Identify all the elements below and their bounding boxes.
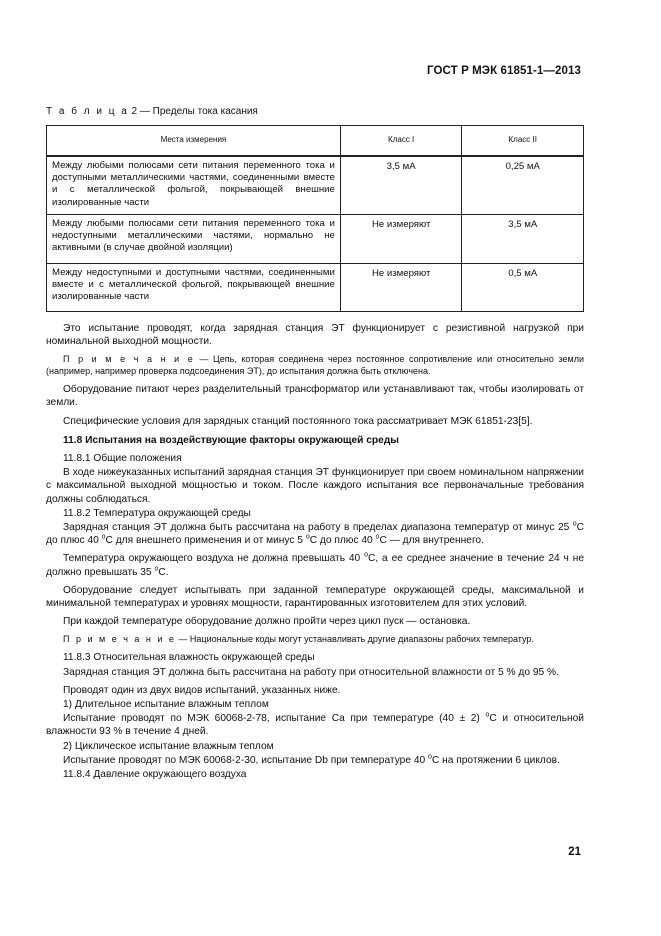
note [46, 633, 584, 645]
paragraph [46, 754, 584, 767]
section-heading: 11.8 Испытания на воздействующие факторы окружающей среды [63, 434, 399, 446]
text-run: Испытание проводят по МЭК 60068-2-30, испытание Db при температуре 40 [63, 754, 428, 766]
header-measurement-place: Места измерения [47, 126, 341, 157]
text-run: Зарядная станция ЭТ должна быть рассчитана на работу в пределах диапазона температур от минус 25 [63, 522, 573, 534]
cell-place: Между любыми полюсами сети питания переменного тока и недоступными металлическими частями, нормально не активными (в случае двойной изоляции) [47, 214, 341, 263]
header-class-1: Класс I [340, 126, 462, 157]
text-run: С на протяжении 6 циклов. [431, 754, 560, 766]
text-run: Температура окружающего воздуха не должна превышать 40 [63, 553, 365, 565]
text-run: С для внешнего применения и от минус 5 [105, 535, 306, 547]
degree-sign: o [375, 533, 380, 541]
document-header: ГОСТ Р МЭК 61851-1—2013 [427, 65, 581, 77]
table-row [47, 156, 584, 214]
page-content [46, 106, 584, 782]
subsection-heading: 11.8.1 Общие положения [63, 453, 182, 465]
subsection-heading: 11.8.4 Давление окружающего воздуха [63, 769, 247, 781]
paragraph [46, 552, 584, 578]
note-text: — Национальные коды могут устанавливать другие диапазоны рабочих температур. [175, 634, 534, 645]
text-run: С. [158, 566, 169, 578]
subsection-heading: 11.8.2 Температура окружающей среды [63, 507, 251, 519]
text-run: С, а ее среднее значение в течение 24 ч не должно превышать 35 [46, 553, 584, 578]
cell-class-2: 0,5 мА [462, 263, 584, 311]
table-row [47, 214, 584, 263]
cell-class-2: 3,5 мА [462, 214, 584, 263]
table-header-row [47, 126, 584, 157]
text-run: Испытание проводят по МЭК 60068-2-78, испытание Ca при температуре (40 ± 2) [63, 713, 486, 725]
page-number: 21 [568, 846, 581, 858]
table-caption-title: 2 — Пределы тока касания [128, 106, 258, 117]
paragraph [46, 712, 584, 738]
paragraph: Проводят один из двух видов испытаний, указанных ниже. [63, 684, 341, 696]
paragraph: Это испытание проводят, когда зарядная станция ЭТ функционирует с резистивной нагрузкой при номинальной выходной мощности. [46, 322, 584, 348]
note-text: — Цепь, которая соединена через постоянное сопротивление или относительно земли (например, например проверка подсоединения ЭТ), до испытания должна быть отключена. [46, 354, 584, 377]
paragraph: Оборудование питают через разделительный трансформатор или устанавливают так, чтобы изолировать от земли. [46, 384, 584, 409]
text-run: С до плюс 40 [46, 522, 584, 547]
degree-sign: o [428, 753, 432, 761]
degree-sign: o [572, 520, 577, 528]
note-label: П р и м е ч а н и е [63, 634, 176, 645]
touch-current-limits-table [46, 125, 584, 312]
cell-class-1: 3,5 мА [340, 156, 462, 214]
cell-class-1: Не измеряют [340, 214, 462, 263]
text-run: С до плюс 40 [309, 535, 376, 547]
degree-sign: o [364, 552, 368, 560]
paragraph: Оборудование следует испытывать при заданной температуре окружающей среды, максимальной и минимальной температурах и уровнях мощности, гарантированных изготовителем для этих условий. [46, 584, 584, 610]
subsection-heading: 11.8.3 Относительная влажность окружающей среды [63, 652, 315, 664]
list-item: 1) Длительное испытание влажным теплом [63, 699, 269, 711]
degree-sign: o [305, 533, 310, 541]
cell-place: Между любыми полюсами сети питания переменного тока и доступными металлическими частями, соединенными вместе и с металлической фольгой, покрывающей внешние изолированные части [47, 156, 341, 214]
paragraph [46, 521, 584, 547]
cell-place: Между недоступными и доступными частями, соединенными вместе и с металлической фольгой, покрывающей внешние изолированные части [47, 263, 341, 311]
paragraph: Зарядная станция ЭТ должна быть рассчитана на работу при относительной влажности от 5 % до 95 %. [63, 666, 559, 678]
paragraph: Специфические условия для зарядных станций постоянного тока рассматривает МЭК 61851-23[5]. [63, 415, 533, 427]
cell-class-1: Не измеряют [340, 263, 462, 311]
degree-sign: o [101, 533, 106, 541]
table-row [47, 263, 584, 311]
table-caption-label: Т а б л и ц а [46, 106, 129, 117]
text-run: С и относительной влажности 93 % в течение 4 дней. [46, 713, 584, 738]
list-item: 2) Циклическое испытание влажным теплом [63, 740, 274, 752]
note [46, 353, 584, 377]
degree-sign: o [485, 711, 490, 719]
note-label: П р и м е ч а н и е [63, 354, 195, 365]
text-run: С — для внутреннего. [379, 535, 484, 547]
cell-class-2: 0,25 мА [462, 156, 584, 214]
table-caption [46, 106, 584, 117]
paragraph: При каждой температуре оборудование должно пройти через цикл пуск — остановка. [63, 616, 471, 628]
body-text [46, 322, 584, 781]
degree-sign: o [154, 565, 159, 573]
header-class-2: Класс II [462, 126, 584, 157]
paragraph: В ходе нижеуказанных испытаний зарядная станция ЭТ функционирует при своем номинальном напряжении с максимальной выходной мощностью и током. После каждого испытания все первоначальные требования должны соблюдаться. [46, 467, 584, 505]
